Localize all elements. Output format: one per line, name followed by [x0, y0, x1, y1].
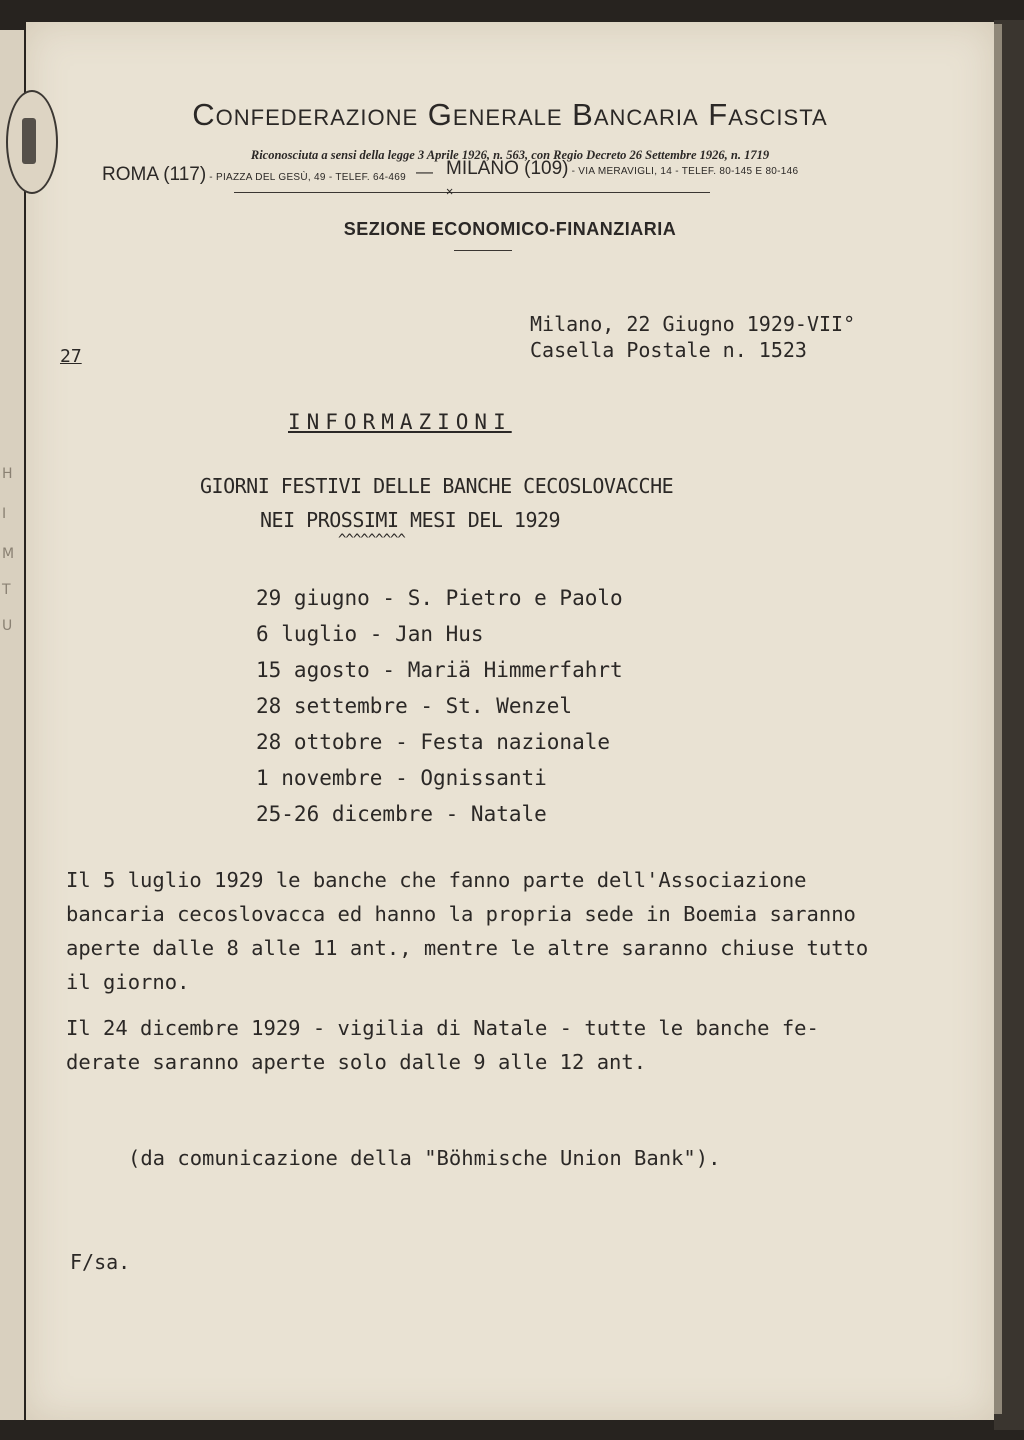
- address-roma: [102, 164, 406, 186]
- holiday-item: 15 agosto - Mariä Himmerfahrt: [256, 658, 623, 682]
- roma-address: - PIAZZA DEL GESÙ, 49 - TELEF. 64-469: [206, 172, 406, 183]
- source-note: (da comunicazione della "Böhmische Union Bank").: [128, 1146, 721, 1170]
- spine-mark: H: [2, 466, 13, 482]
- subtitle-underline-carets: ^^^^^^^^^: [338, 532, 405, 548]
- subtitle-line-2: NEI PROSSIMI MESI DEL 1929: [260, 508, 561, 532]
- milano-address: - VIA MERAVIGLI, 14 - TELEF. 80-145 E 80-146: [568, 166, 799, 177]
- binder-seal-icon: [6, 90, 58, 194]
- milano-city: MILANO (109): [446, 158, 569, 179]
- holiday-item: 29 giugno - S. Pietro e Paolo: [256, 586, 623, 610]
- address-separator: —: [416, 162, 433, 181]
- rule-mark: ✕: [446, 184, 454, 198]
- page-stack-edge: [994, 24, 1002, 1414]
- paragraph-2-line: Il 24 dicembre 1929 - vigilia di Natale - tutte le banche fe-: [66, 1016, 819, 1040]
- date-line: Milano, 22 Giugno 1929-VII°: [530, 312, 856, 336]
- paragraph-1-line: aperte dalle 8 alle 11 ant., mentre le altre saranno chiuse tutto: [66, 936, 869, 960]
- section-title: SEZIONE ECONOMICO-FINANZIARIA: [343, 219, 677, 239]
- document-title: INFORMAZIONI: [288, 410, 512, 434]
- holiday-item: 6 luglio - Jan Hus: [256, 622, 484, 646]
- spine-mark: U: [2, 618, 13, 634]
- spine-mark: M: [2, 546, 15, 562]
- adjacent-page-edge: [0, 30, 24, 1420]
- holiday-item: 1 novembre - Ognissanti: [256, 766, 547, 790]
- holiday-item: 28 settembre - St. Wenzel: [256, 694, 573, 718]
- holiday-item: 28 ottobre - Festa nazionale: [256, 730, 611, 754]
- spine-mark: T: [2, 582, 11, 598]
- document-number: 27: [60, 346, 82, 367]
- typist-initials: F/sa.: [70, 1250, 131, 1274]
- address-milano: [446, 158, 798, 180]
- subtitle-line-1: GIORNI FESTIVI DELLE BANCHE CECOSLOVACCHE: [200, 474, 674, 498]
- paragraph-1-line: bancaria cecoslovacca ed hanno la propria sede in Boemia saranno: [66, 902, 856, 926]
- spine-mark: I: [2, 506, 7, 522]
- paragraph-1-line: il giorno.: [66, 970, 190, 994]
- letterhead-title: Confederazione Generale Bancaria Fascista: [192, 97, 828, 132]
- holiday-item: 25-26 dicembre - Natale: [256, 802, 547, 826]
- paragraph-2-line: derate saranno aperte solo dalle 9 alle 12 ant.: [66, 1050, 647, 1074]
- paragraph-1-line: Il 5 luglio 1929 le banche che fanno parte dell'Associazione: [66, 868, 807, 892]
- roma-city: ROMA (117): [102, 164, 207, 185]
- po-box-line: Casella Postale n. 1523: [530, 338, 807, 362]
- letterhead-rule: [234, 192, 710, 193]
- section-rule: [454, 250, 512, 251]
- document-page: [26, 22, 994, 1420]
- letterhead-recognition: Riconosciuta a sensi della legge 3 Aprile 1926, n. 563, con Regio Decreto 26 Settembre 1926, n. 1719: [250, 148, 770, 162]
- fasces-icon: [22, 118, 36, 164]
